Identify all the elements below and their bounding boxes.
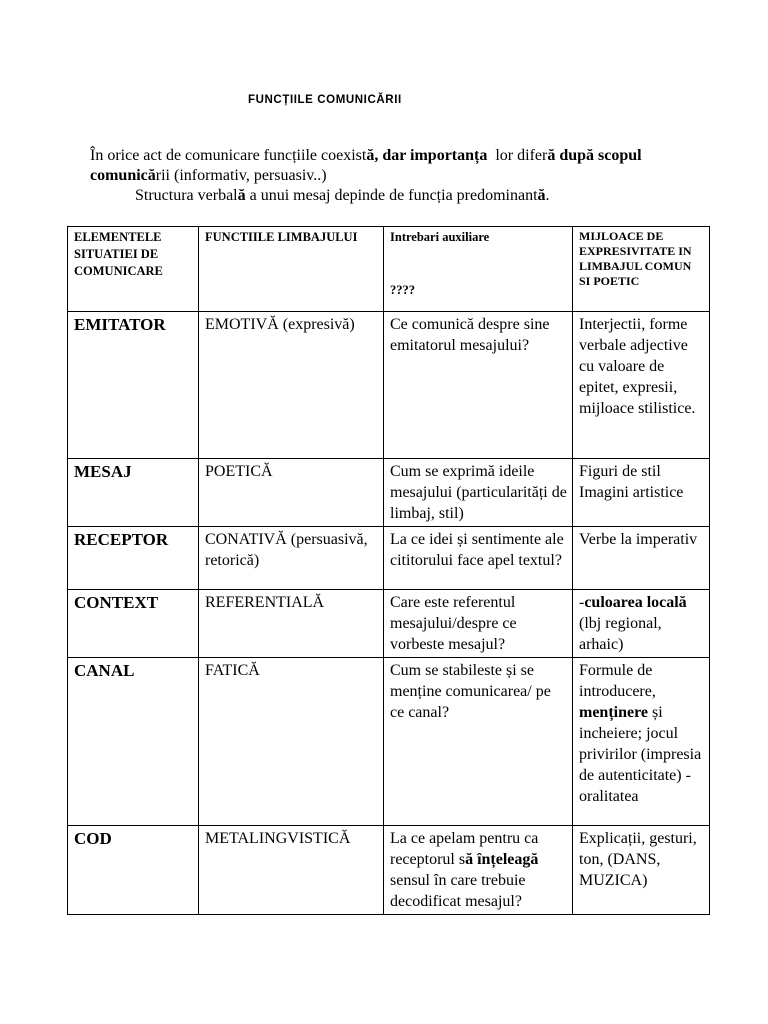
- cell-element: RECEPTOR: [68, 527, 199, 590]
- cell-mijloace: -culoarea locală (lbj regional, arhaic): [573, 590, 710, 658]
- cell-element: COD: [68, 826, 199, 915]
- cell-functie: METALINGVISTICĂ: [199, 826, 384, 915]
- intro-line1: În orice act de comunicare funcțiile coexistă, dar importanța lor diferă după scopul: [90, 147, 642, 164]
- table-header-row: [68, 227, 710, 312]
- cell-mijloace: Interjectii, forme verbale adjective cu valoare de epitet, expresii, mijloace stilistice.: [573, 312, 710, 459]
- intro-text: [90, 146, 730, 206]
- cell-intrebare: La ce idei și sentimente ale cititorului face apel textul?: [384, 527, 573, 590]
- table-row: [68, 826, 710, 915]
- intro-line2: comunicării (informativ, persuasiv..): [90, 167, 327, 184]
- header-question-marks: ????: [390, 283, 415, 297]
- cell-intrebare: Cum se stabileste și se menține comunicarea/ pe ce canal?: [384, 658, 573, 826]
- cell-functie: FATICĂ: [199, 658, 384, 826]
- cell-mijloace: Figuri de stil Imagini artistice: [573, 459, 710, 527]
- cell-intrebare: Care este referentul mesajului/despre ce vorbeste mesajul?: [384, 590, 573, 658]
- intro-line3: Structura verbală a unui mesaj depinde de funcția predominantă.: [135, 187, 550, 204]
- cell-element: CANAL: [68, 658, 199, 826]
- cell-intrebare: Ce comunică despre sine emitatorul mesajului?: [384, 312, 573, 459]
- cell-element: EMITATOR: [68, 312, 199, 459]
- cell-mijloace: Explicații, gesturi, ton, (DANS, MUZICA): [573, 826, 710, 915]
- table-row: [68, 312, 710, 459]
- cell-mijloace: Verbe la imperativ: [573, 527, 710, 590]
- table-row: [68, 658, 710, 826]
- cell-element: CONTEXT: [68, 590, 199, 658]
- cell-functie: REFERENTIALĂ: [199, 590, 384, 658]
- table-row: [68, 459, 710, 527]
- header-mijloace: MIJLOACE DE EXPRESIVITATE IN LIMBAJUL COMUN SI POETIC: [573, 227, 710, 312]
- cell-element: MESAJ: [68, 459, 199, 527]
- cell-functie: CONATIVĂ (persuasivă, retorică): [199, 527, 384, 590]
- table-row: [68, 590, 710, 658]
- cell-intrebare: La ce apelam pentru ca receptorul să înțeleagă sensul în care trebuie decodificat mesajul?: [384, 826, 573, 915]
- cell-functie: EMOTIVĂ (expresivă): [199, 312, 384, 459]
- functions-table: [67, 226, 710, 915]
- cell-functie: POETICĂ: [199, 459, 384, 527]
- table-row: [68, 527, 710, 590]
- page-title: FUNCȚIILE COMUNICĂRII: [248, 94, 402, 106]
- header-intrebari: Intrebari auxiliare ????: [384, 227, 573, 312]
- cell-mijloace: Formule de introducere, menținere și incheiere; jocul privirilor (impresia de autenticitate) -oralitatea: [573, 658, 710, 826]
- header-elemente: ELEMENTELE SITUATIEI DE COMUNICARE: [68, 227, 199, 312]
- cell-intrebare: Cum se exprimă ideile mesajului (particularități de limbaj, stil): [384, 459, 573, 527]
- header-functii: FUNCTIILE LIMBAJULUI: [199, 227, 384, 312]
